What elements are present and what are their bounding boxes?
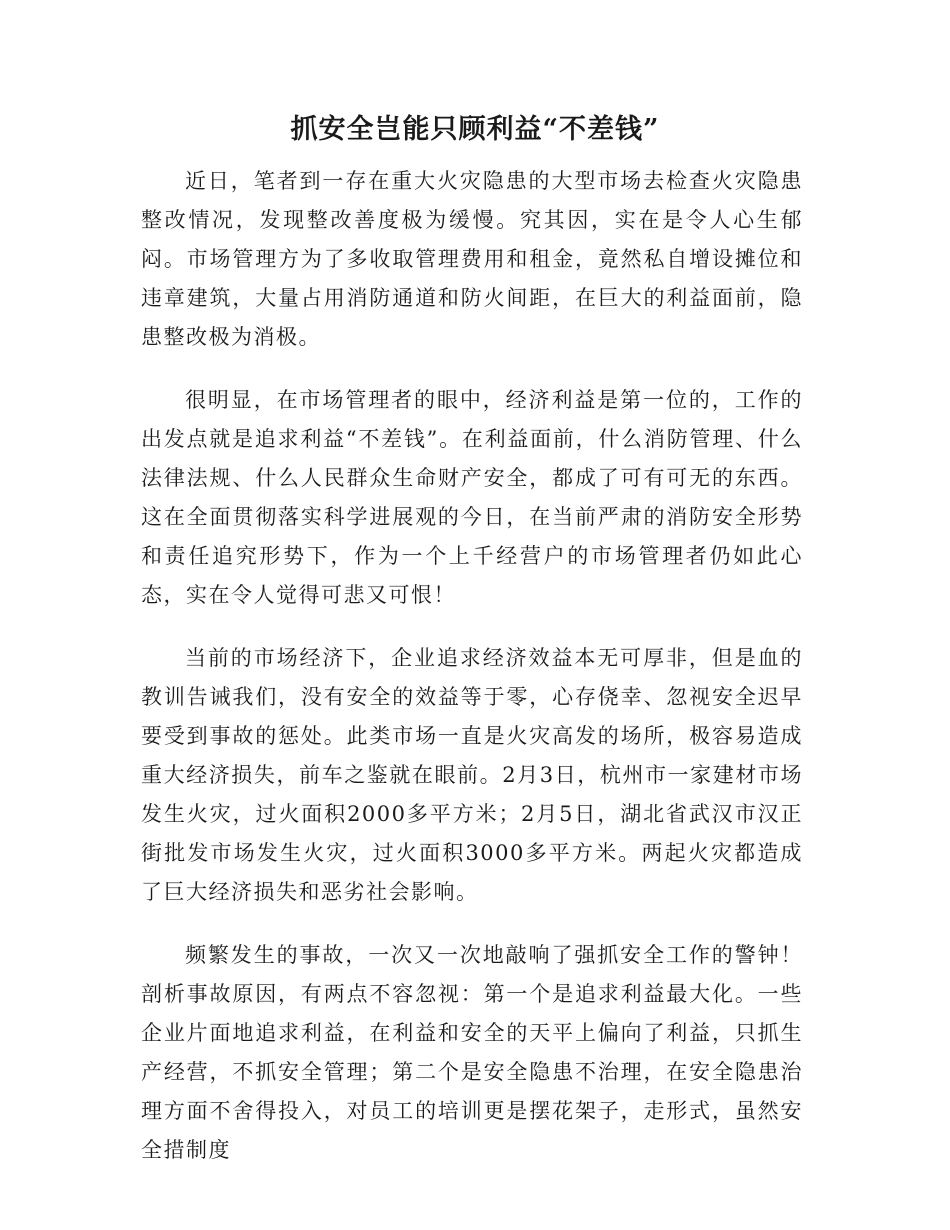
paragraph-4: 频繁发生的事故，一次又一次地敲响了强抓安全工作的警钟！剖析事故原因，有两点不容忽视：第一个是追求利益最大化。一些企业片面地追求利益，在利益和安全的天平上偏向了利益，只抓生产经营，不抓安全管理；第二个是安全隐患不治理，在安全隐患治理方面不舍得投入，对员工的培训更是摆花架子，走形式，虽然安全措制度 [141,943,803,1162]
paragraph-1: 近日，笔者到一存在重大火灾隐患的大型市场去检查火灾隐患整改情况，发现整改善度极为缓慢。究其因，实在是令人心生郁闷。市场管理方为了多收取管理费用和租金，竟然私自增设摊位和违章建筑，大量占用消防通道和防火间距，在巨大的利益面前，隐患整改极为消极。 [141,169,803,349]
document-title: 抓安全岂能只顾利益“不差钱” [290,114,660,145]
paragraph-2: 很明显，在市场管理者的眼中，经济利益是第一位的，工作的出发点就是追求利益“不差钱”。在利益面前，什么消防管理、什么法律法规、什么人民群众生命财产安全，都成了可有可无的东西。这在全面贯彻落实科学进展观的今日，在当前严肃的消防安全形势和责任追究形势下，作为一个上千经营户的市场管理者仍如此心态，实在令人觉得可悲又可恨！ [141,388,803,607]
paragraph-3: 当前的市场经济下，企业追求经济效益本无可厚非，但是血的教训告诫我们，没有安全的效益等于零，心存侥幸、忽视安全迟早要受到事故的惩处。此类市场一直是火灾高发的场所，极容易造成重大经济损失，前车之鉴就在眼前。2月3日，杭州市一家建材市场发生火灾，过火面积2000多平方米；2月5日，湖北省武汉市汉正街批发市场发生火灾，过火面积3000多平方米。两起火灾都造成了巨大经济损失和恶劣社会影响。 [141,646,803,904]
document-body [141,162,803,1194]
